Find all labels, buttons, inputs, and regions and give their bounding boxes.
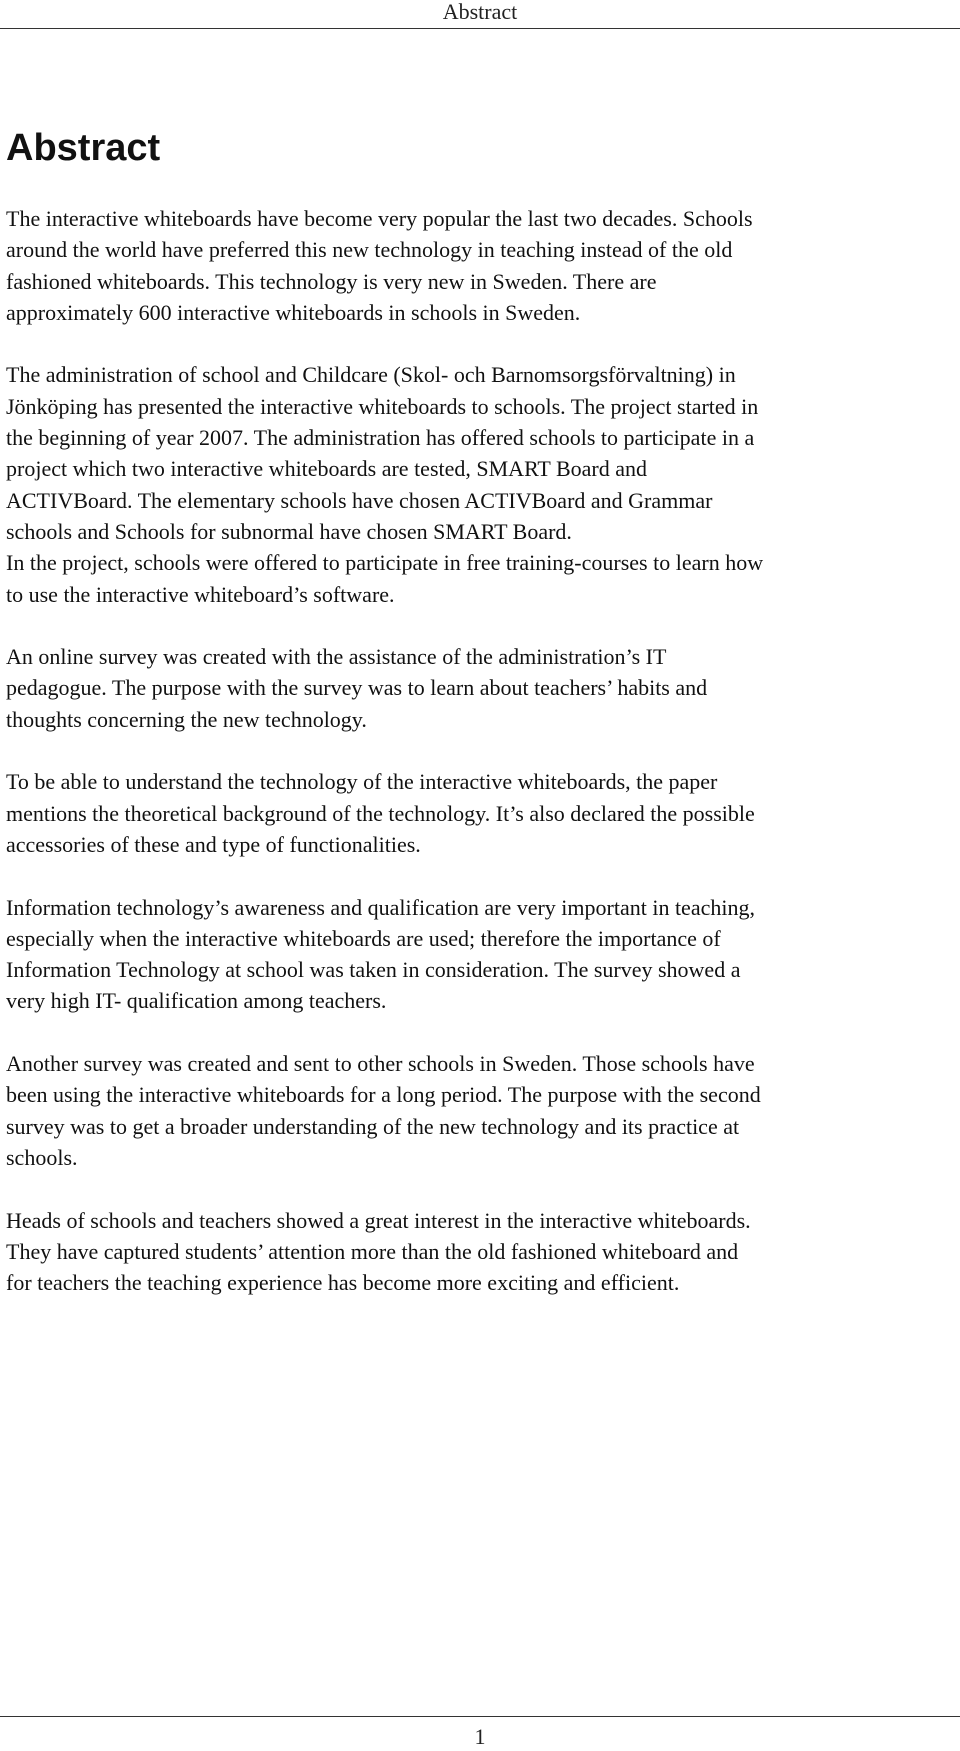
- paragraph-it-qualification: Information technology’s awareness and qualification are very important in teaching, especially when the interactive whiteboards are used; therefore the importance of Information Technology at school was taken in consideration. The survey showed a very high IT- qualification among teachers.: [6, 894, 755, 1014]
- page-header: [0, 0, 960, 29]
- paragraph-intro: The interactive whiteboards have become very popular the last two decades. Schools around the world have preferred this new technology in teaching instead of the old fashioned whiteboards. This technology is very new in Sweden. There are approximately 600 interactive whiteboards in schools in Sweden.: [6, 206, 753, 325]
- page-number: 1: [474, 1724, 486, 1749]
- running-header-title: Abstract: [442, 0, 518, 24]
- paragraph-theory: To be able to understand the technology of the interactive whiteboards, the paper mentions the theoretical background of the technology. It’s also declared the possible accessories of these and type of functionalities.: [6, 769, 755, 857]
- abstract-body: [6, 203, 956, 1330]
- page-title: Abstract: [6, 127, 161, 169]
- paragraph-second-survey: Another survey was created and sent to other schools in Sweden. Those schools have been using the interactive whiteboards for a long period. The purpose with the second survey was to get a broader understanding of the new technology and its practice at schools.: [6, 1051, 761, 1170]
- paragraph-conclusion: Heads of schools and teachers showed a great interest in the interactive whiteboards. They have captured students’ attention more than the old fashioned whiteboard and for teachers the teaching experience has become more exciting and efficient.: [6, 1207, 751, 1296]
- paragraph-training: In the project, schools were offered to participate in free training-courses to learn how to use the interactive whiteboard’s software.: [6, 550, 764, 607]
- paragraph-administration: The administration of school and Childcare (Skol- och Barnomsorgsförvaltning) in Jönköping has presented the interactive whiteboards to schools. The project started in the beginning of year 2007. The administration has offered schools to participate in a project which two interactive whiteboards are tested, SMART Board and ACTIVBoard. The elementary schools have chosen ACTIVBoard and Grammar schools and Schools for subnormal have chosen SMART Board.: [6, 362, 759, 544]
- paragraph-online-survey: An online survey was created with the assistance of the administration’s IT pedagogue. The purpose with the survey was to learn about teachers’ habits and thoughts concerning the new technology.: [6, 644, 708, 732]
- page-footer: [0, 1716, 960, 1750]
